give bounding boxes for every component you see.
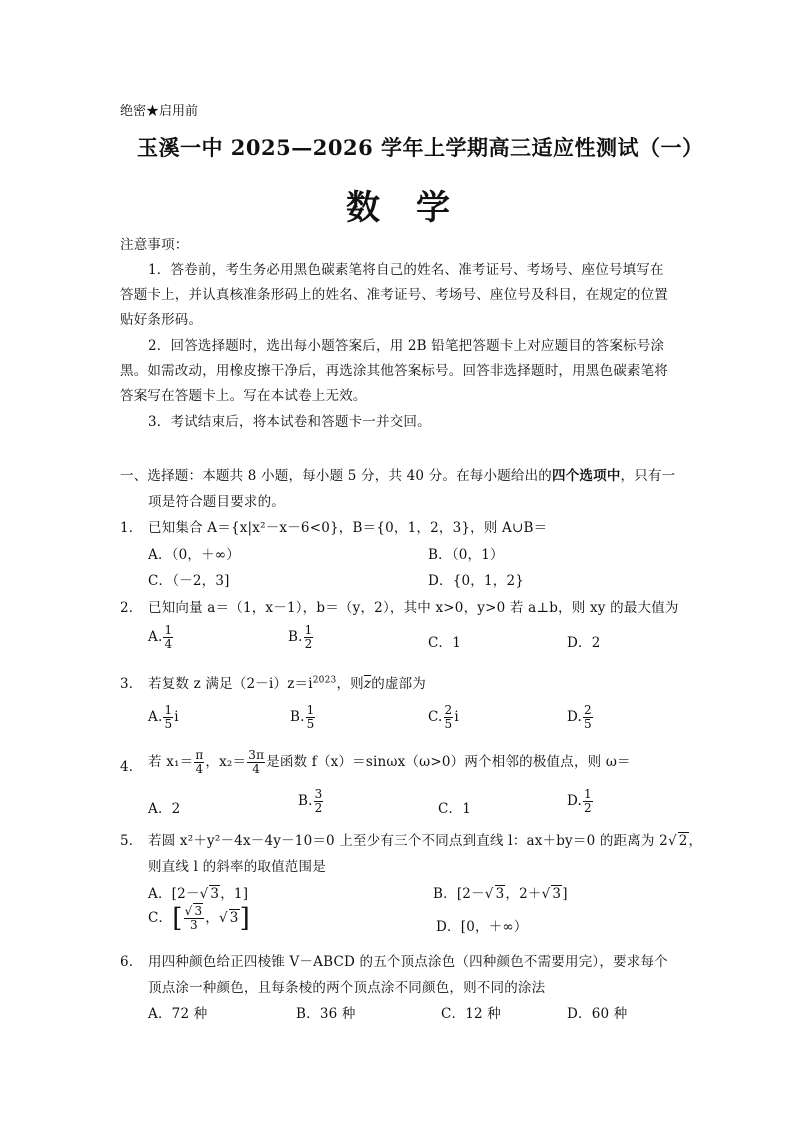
q3-number: 3． [120,676,143,692]
q3-option-c-suffix: i [454,709,459,725]
q4-stem-fraction-2-denominator: 4 [252,762,261,776]
q4-option-c: C．1 [438,801,472,817]
q3-option-a-label: A. [148,709,163,725]
exam-title: 玉溪一中 2025—2026 学年上学期高三适应性测试（一） [137,135,704,160]
q3-option-a-fraction [163,704,173,731]
q6-option-b: B．36 种 [296,1006,356,1022]
notice-item-2-line-3: 答案写在答题卡上。写在本试卷上无效。 [120,388,367,404]
subject-title: 数学 [346,188,486,228]
q5-option-a-radicand: 3 [210,886,220,902]
q3-option-b-fraction [306,704,316,731]
q4-number: 4． [120,759,143,775]
notice-item-1-line-3: 贴好条形码。 [120,312,203,328]
q3-stem-part-c: 的虚部为 [371,676,426,692]
q2-option-b-numerator: 1 [304,623,313,637]
q5-option-c-left-bracket: [ [172,903,183,934]
q4-option-b-label: B. [298,793,313,809]
q4-option-d [567,788,594,815]
q3-option-b-denominator: 5 [306,717,315,731]
notice-item-1-line-2: 答题卡上，并认真核准条形码上的姓名、准考证号、考场号、座位号及科目，在规定的位置 [120,287,668,303]
q4-stem-part-b: ，x₂＝ [205,754,247,770]
section-heading-part-c: ，只有一 [620,468,676,484]
section-heading-emphasis: 四个选项中 [552,468,621,484]
q5-option-c-numerator-radicand: 3 [194,904,203,918]
notice-item-2-line-2: 黑。如需改动，用橡皮擦干净后，再选涂其他答案标号。回答非选择题时，用黑色碳素笔将 [120,363,668,379]
q4-stem-fraction-2-numerator: 3π [248,748,265,762]
q5-option-d: D．[0，＋∞） [436,919,528,935]
q5-option-a-sqrt-sign: √ [199,886,209,902]
q4-option-b [298,788,324,815]
q5-option-b-sqrt-sign-2: √ [541,886,551,902]
q3-option-c [428,704,459,731]
q3-option-c-denominator: 5 [444,717,453,731]
q3-stem-part-b: ，则 [336,676,364,692]
q5-stem-part-b: ， [688,833,703,849]
q4-option-d-label: D. [567,793,583,809]
q5-option-b-sqrt-sign-1: √ [484,886,494,902]
notice-item-3: 3．考试结束后，将本试卷和答题卡一并交回。 [148,414,431,430]
q5-option-c [148,905,250,932]
q5-option-b [433,882,568,902]
q5-option-c-fraction [184,905,205,932]
q2-option-a-label: A. [148,629,163,645]
q6-stem-line-1: 用四种颜色给正四棱锥 V－ABCD 的五个顶点涂色（四种颜色不需要用完），要求每个 [148,954,668,970]
q4-option-b-denominator: 2 [314,801,323,815]
q3-option-d-fraction [583,704,593,731]
q3-option-d [567,704,594,731]
q5-stem-part-a: 若圆 x²＋y²－4x－4y－10＝0 上至少有三个不同点到直线 l：ax＋by＝0 的距离为 2 [148,833,668,849]
q3-option-a [148,704,179,731]
q5-option-b-radicand-2: 3 [552,886,562,902]
q2-option-b-label: B. [288,629,303,645]
q4-stem-fraction-1 [194,749,204,776]
q1-stem: 已知集合 A＝{x|x²－x－6<0}，B＝{0，1，2，3}，则 A∪B＝ [148,520,548,536]
q5-option-a-part-a: A．[2－ [148,886,200,902]
q4-option-d-denominator: 2 [584,801,592,815]
q5-stem-line-2: 则直线 l 的斜率的取值范围是 [148,859,326,875]
q3-option-a-suffix: i [174,709,179,725]
notice-item-2-line-1: 2．回答选择题时，选出每小题答案后，用 2B 铅笔把答题卡上对应题目的答案标号涂 [148,338,665,354]
q1-option-b: B．（0，1） [428,547,504,563]
q5-sqrt-sign: √ [667,833,677,849]
q1-option-d: D．{0，1，2} [428,573,525,589]
q5-option-c-label: C． [148,910,173,926]
q2-option-b-denominator: 2 [304,637,313,651]
q3-stem-exponent: 2023 [312,675,337,686]
q3-stem-part-a: 若复数 z 满足（2－i）z＝i [148,676,313,692]
q5-stem-line-1 [148,829,702,849]
q2-option-a [148,624,174,651]
q5-option-b-part-a: B．[2－ [433,886,485,902]
q4-option-d-fraction [583,788,593,815]
q4-stem-fraction-1-numerator: π [195,748,204,762]
q3-option-a-numerator: 1 [164,703,173,717]
q3-stem [148,672,426,692]
q2-number: 2． [120,600,143,616]
q3-option-b [290,704,316,731]
q2-option-b [288,624,314,651]
q4-stem-fraction-2 [247,749,265,776]
q5-option-c-separator: ， [205,910,219,926]
q5-option-b-radicand-1: 3 [495,886,505,902]
q6-option-a: A．72 种 [148,1006,208,1022]
q4-stem-fraction-1-denominator: 4 [195,762,204,776]
confidential-label: 绝密★启用前 [120,104,199,119]
q3-option-d-label: D. [567,709,583,725]
q3-option-b-label: B. [290,709,305,725]
q6-number: 6． [120,954,143,970]
q3-stem-conjugate: $\overline{z}$ [363,676,372,692]
q3-option-b-numerator: 1 [306,703,315,717]
q5-option-a [148,882,248,902]
q5-option-a-part-b: ，1] [220,886,249,902]
q4-option-a: A．2 [148,801,181,817]
q4-stem-part-a: 若 x₁＝ [148,754,194,770]
q5-stem-radicand: 2 [678,833,688,849]
q1-option-c: C．（－2，3] [148,573,230,589]
notice-item-1-line-1: 1．答卷前，考生务必用黑色碳素笔将自己的姓名、准考证号、考场号、座位号填写在 [148,262,664,278]
q2-option-c: C．1 [428,635,462,651]
q5-option-c-denominator: 3 [190,918,198,932]
q1-number: 1． [120,520,143,536]
q5-option-c-numerator: √ 3 [184,904,203,918]
q2-option-d: D．2 [567,635,601,651]
section-heading-line-2: 项是符合题目要求的。 [148,494,285,510]
q5-option-c-radicand: 3 [229,910,239,926]
q3-option-c-numerator: 2 [444,703,453,717]
q6-stem-line-2: 顶点涂一种颜色，且每条棱的两个顶点涂不同颜色，则不同的涂法 [148,980,546,996]
q4-option-d-numerator: 1 [584,787,592,801]
q4-stem [148,749,631,776]
q2-option-b-fraction [304,624,314,651]
q1-option-a: A．（0，＋∞） [148,547,240,563]
q3-option-a-denominator: 5 [164,717,173,731]
q3-option-c-label: C. [428,709,443,725]
q6-option-d: D．60 种 [567,1006,628,1022]
notice-heading: 注意事项： [120,237,189,253]
q4-stem-part-c: 是函数 f（x）＝sinωx（ω>0）两个相邻的极值点，则 ω＝ [266,754,631,770]
q4-option-b-numerator: 3 [314,787,323,801]
q3-option-d-numerator: 2 [584,703,592,717]
q2-option-a-numerator: 1 [164,623,173,637]
q5-option-c-sqrt-sign: √ [218,910,228,926]
q6-option-c: C．12 种 [441,1006,501,1022]
q5-option-b-part-b: ，2＋ [505,886,542,902]
q3-option-c-fraction [444,704,454,731]
q2-stem: 已知向量 a＝（1，x－1），b＝（y，2），其中 x>0，y>0 若 a⊥b，则 xy 的最大值为 [148,600,679,616]
q2-option-a-denominator: 4 [164,637,173,651]
section-heading-part-a: 一、选择题：本题共 8 小题，每小题 5 分，共 40 分。在每小题给出的 [120,468,553,484]
q3-option-d-denominator: 5 [584,717,592,731]
q4-option-b-fraction [314,788,324,815]
q2-option-a-fraction [163,624,173,651]
q5-option-c-right-bracket: ] [239,903,250,934]
q5-option-b-part-c: ] [562,886,568,902]
q5-number: 5． [120,833,143,849]
section-heading-line-1 [120,464,675,484]
